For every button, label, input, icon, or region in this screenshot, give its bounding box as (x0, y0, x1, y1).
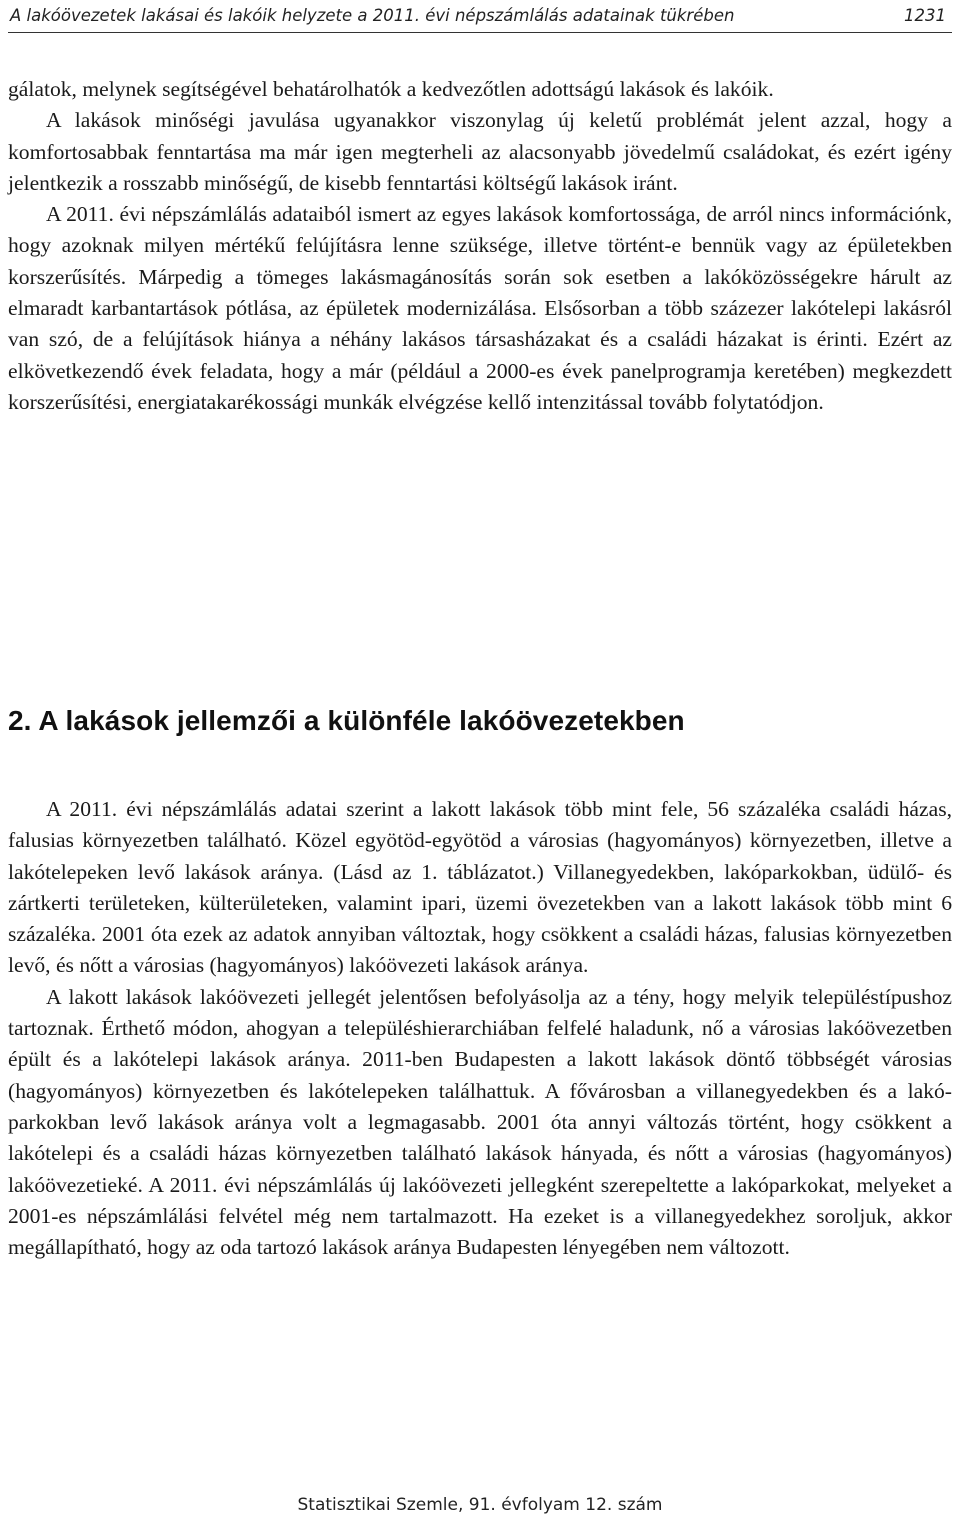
paragraph: A lakások minőségi javulása ugyanakkor viszonylag új keletű problémát jelent azzal, hogy a komfortosabbak fenntartása ma már igen megterheli az alacsonyabb jövedelmű családokat, és ezért igény jelentkezik a rosszabb minőségű, de kisebb fenntartási költségű lakások iránt. (8, 108, 952, 195)
page-number: 1231 (904, 5, 946, 25)
body-text-before (8, 74, 952, 418)
section-heading: 2. A lakások jellemzői a különféle lakóövezetekben (8, 705, 685, 736)
body-text-after (8, 794, 952, 1263)
paragraph: A 2011. évi népszámlálás adatai szerint a lakott lakások több mint fele, 56 százaléka családi házas, falusias környezetben található. Közel egyötöd-egyötöd a városias (hagyományos) környezetben, illetve a lakótelepeken levő lakások aránya. (Lásd az 1. táblázatot.) Villanegyedekben, lakóparkokban, üdülő- és zártkerti területeken, külterületeken, valamint ipari, üzemi övezetekben van a lakott lakások több mint 6 százaléka. 2001 óta ezek az adatok annyiban változtak, hogy csökkent a családi házas, falusias környezetben levő, és nőtt a városias (hagyományos) lakóövezeti lakások aránya. (8, 797, 952, 978)
page-footer: Statisztikai Szemle, 91. évfolyam 12. szám (297, 1495, 663, 1515)
running-header (10, 0, 946, 30)
header-rule (8, 32, 952, 33)
paragraph: A 2011. évi népszámlálás adataiból ismert az egyes lakások komfortossága, de arról nincs információnk, hogy azoknak milyen mértékű felújításra lenne szüksége, illetve történt-e bennük vagy az épületekben korszerűsítés. Márpedig a tömeges lakásmagánosítás során sok esetben a lakóközösségekre hárult az elmaradt karbantartások pótlása, az épületek modernizálása. Elsősorban a több százezer lakótelepi lakásról van szó, de a felújítások hiánya a néhány lakásos társasházakat és a családi házakat is érinti. Ezért az elkövetkezendő évek feladata, hogy a már (például a 2000-es évek panelprogramja keretében) megkezdett korszerűsítési, energiatakarékossági munkák elvégzése kellő intenzitással tovább folytatódjon. (8, 202, 952, 414)
paragraph-continued: gálatok, melynek segítségével behatárolhatók a kedvezőtlen adottságú lakások és lakóik. (8, 77, 774, 101)
paragraph: A lakott lakások lakóövezeti jellegét jelentősen befolyásolja az a tény, hogy melyik településtípushoz tartoznak. Érthető módon, ahogyan a településhierarchiában felfelé haladunk, nő a városias lakóövezetben épült és a lakótelepi lakások aránya. 2011-ben Budapesten a lakott lakások döntő többségét városias (hagyományos) környezetben és lakótelepeken találhattuk. A fővárosban a villanegyedekben és a lakóparkokban levő lakások aránya volt a legmagasabb. 2001 óta annyi változás történt, hogy csökkent a lakótelepi és a családi házas környezetben található lakások hányada, és nőtt a városias (hagyományos) lakóövezetieké. A 2011. évi népszámlálás új lakóövezeti jellegként szerepeltette a lakóparkokat, melyeket a 2001-es népszámlálási felvétel még nem tartalmazott. Ha ezeket is a villanegyedekhez soroljuk, akkor megállapítható, hogy az oda tartozó lakások aránya Budapesten lényegében nem változott. (8, 984, 952, 1260)
running-title: A lakóövezetek lakásai és lakóik helyzete a 2011. évi népszámlálás adatainak tükrében (10, 5, 735, 25)
